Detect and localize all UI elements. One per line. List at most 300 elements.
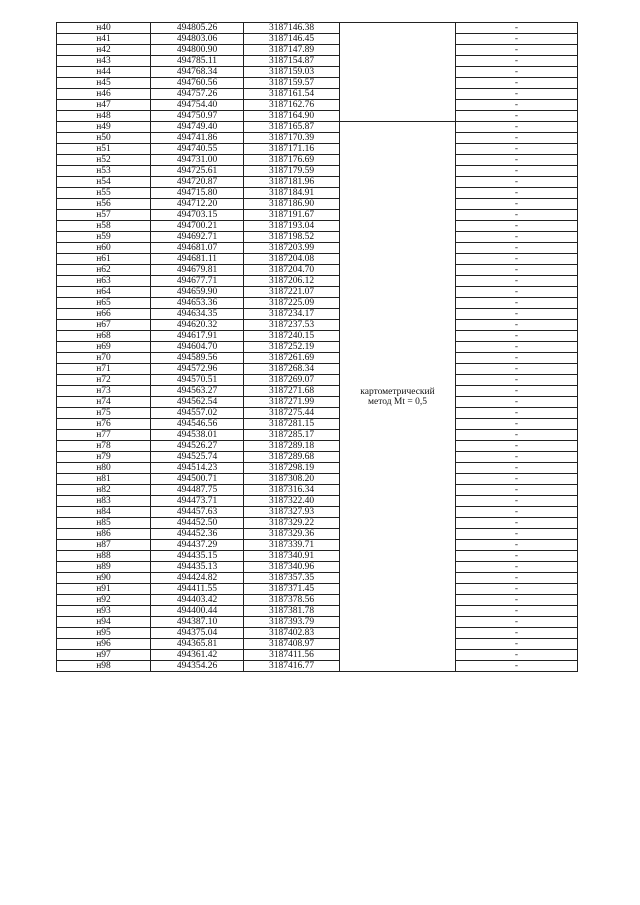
y-coordinate-cell: 3187170.39: [244, 133, 340, 144]
y-coordinate-cell: 3187225.09: [244, 298, 340, 309]
point-name-cell: н71: [57, 364, 151, 375]
x-coordinate-cell: 494749.40: [151, 122, 244, 133]
dash-cell: -: [456, 496, 578, 507]
point-name-cell: н96: [57, 639, 151, 650]
y-coordinate-cell: 3187240.15: [244, 331, 340, 342]
dash-cell: -: [456, 430, 578, 441]
point-name-cell: н89: [57, 562, 151, 573]
x-coordinate-cell: 494681.07: [151, 243, 244, 254]
point-name-cell: н70: [57, 353, 151, 364]
point-name-cell: н58: [57, 221, 151, 232]
y-coordinate-cell: 3187281.15: [244, 419, 340, 430]
table-row: [57, 441, 578, 452]
y-coordinate-cell: 3187285.17: [244, 430, 340, 441]
table-row: [57, 463, 578, 474]
x-coordinate-cell: 494557.02: [151, 408, 244, 419]
point-name-cell: н41: [57, 34, 151, 45]
x-coordinate-cell: 494720.87: [151, 177, 244, 188]
y-coordinate-cell: 3187146.38: [244, 23, 340, 34]
y-coordinate-cell: 3187393.79: [244, 617, 340, 628]
dash-cell: -: [456, 320, 578, 331]
dash-cell: -: [456, 507, 578, 518]
y-coordinate-cell: 3187329.22: [244, 518, 340, 529]
y-coordinate-cell: 3187171.16: [244, 144, 340, 155]
table-row: [57, 331, 578, 342]
table-row: [57, 419, 578, 430]
x-coordinate-cell: 494452.36: [151, 529, 244, 540]
dash-cell: -: [456, 89, 578, 100]
y-coordinate-cell: 3187176.69: [244, 155, 340, 166]
point-name-cell: н63: [57, 276, 151, 287]
table-row: [57, 111, 578, 122]
y-coordinate-cell: 3187162.76: [244, 100, 340, 111]
method-cell: [340, 122, 456, 672]
x-coordinate-cell: 494487.75: [151, 485, 244, 496]
dash-cell: -: [456, 375, 578, 386]
y-coordinate-cell: 3187340.96: [244, 562, 340, 573]
table-row: [57, 617, 578, 628]
x-coordinate-cell: 494570.51: [151, 375, 244, 386]
x-coordinate-cell: 494677.71: [151, 276, 244, 287]
table-row: [57, 309, 578, 320]
x-coordinate-cell: 494750.97: [151, 111, 244, 122]
dash-cell: -: [456, 386, 578, 397]
point-name-cell: н73: [57, 386, 151, 397]
x-coordinate-cell: 494785.11: [151, 56, 244, 67]
point-name-cell: н51: [57, 144, 151, 155]
x-coordinate-cell: 494400.44: [151, 606, 244, 617]
y-coordinate-cell: 3187164.90: [244, 111, 340, 122]
y-coordinate-cell: 3187159.57: [244, 78, 340, 89]
table-row: [57, 221, 578, 232]
x-coordinate-cell: 494572.96: [151, 364, 244, 375]
table-row: [57, 386, 578, 397]
table-row: [57, 188, 578, 199]
x-coordinate-cell: 494620.32: [151, 320, 244, 331]
point-name-cell: н93: [57, 606, 151, 617]
x-coordinate-cell: 494617.91: [151, 331, 244, 342]
table-row: [57, 485, 578, 496]
table-row: [57, 100, 578, 111]
y-coordinate-cell: 3187179.59: [244, 166, 340, 177]
dash-cell: -: [456, 529, 578, 540]
y-coordinate-cell: 3187340.91: [244, 551, 340, 562]
point-name-cell: н62: [57, 265, 151, 276]
dash-cell: -: [456, 639, 578, 650]
y-coordinate-cell: 3187261.69: [244, 353, 340, 364]
y-coordinate-cell: 3187203.99: [244, 243, 340, 254]
x-coordinate-cell: 494703.15: [151, 210, 244, 221]
x-coordinate-cell: 494712.20: [151, 199, 244, 210]
point-name-cell: н76: [57, 419, 151, 430]
y-coordinate-cell: 3187408.97: [244, 639, 340, 650]
y-coordinate-cell: 3187206.12: [244, 276, 340, 287]
point-name-cell: н46: [57, 89, 151, 100]
point-name-cell: н47: [57, 100, 151, 111]
table-row: [57, 89, 578, 100]
point-name-cell: н56: [57, 199, 151, 210]
x-coordinate-cell: 494500.71: [151, 474, 244, 485]
dash-cell: -: [456, 364, 578, 375]
point-name-cell: н61: [57, 254, 151, 265]
y-coordinate-cell: 3187322.40: [244, 496, 340, 507]
y-coordinate-cell: 3187237.53: [244, 320, 340, 331]
table-row: [57, 551, 578, 562]
dash-cell: -: [456, 56, 578, 67]
dash-cell: -: [456, 584, 578, 595]
y-coordinate-cell: 3187193.04: [244, 221, 340, 232]
x-coordinate-cell: 494589.56: [151, 353, 244, 364]
table-row: [57, 210, 578, 221]
point-name-cell: н54: [57, 177, 151, 188]
table-row: [57, 650, 578, 661]
table-row: [57, 199, 578, 210]
table-row: [57, 67, 578, 78]
point-name-cell: н64: [57, 287, 151, 298]
point-name-cell: н92: [57, 595, 151, 606]
x-coordinate-cell: 494740.55: [151, 144, 244, 155]
table-row: [57, 518, 578, 529]
dash-cell: -: [456, 463, 578, 474]
x-coordinate-cell: 494424.82: [151, 573, 244, 584]
table-row: [57, 496, 578, 507]
point-name-cell: н91: [57, 584, 151, 595]
dash-cell: -: [456, 650, 578, 661]
point-name-cell: н98: [57, 661, 151, 672]
point-name-cell: н74: [57, 397, 151, 408]
y-coordinate-cell: 3187329.36: [244, 529, 340, 540]
x-coordinate-cell: 494653.36: [151, 298, 244, 309]
point-name-cell: н53: [57, 166, 151, 177]
x-coordinate-cell: 494741.86: [151, 133, 244, 144]
table-row: [57, 342, 578, 353]
point-name-cell: н52: [57, 155, 151, 166]
table-row: [57, 287, 578, 298]
x-coordinate-cell: 494403.42: [151, 595, 244, 606]
x-coordinate-cell: 494457.63: [151, 507, 244, 518]
y-coordinate-cell: 3187269.07: [244, 375, 340, 386]
x-coordinate-cell: 494760.56: [151, 78, 244, 89]
point-name-cell: н85: [57, 518, 151, 529]
table-row: [57, 573, 578, 584]
point-name-cell: н77: [57, 430, 151, 441]
dash-cell: -: [456, 133, 578, 144]
table-row: [57, 254, 578, 265]
x-coordinate-cell: 494526.27: [151, 441, 244, 452]
point-name-cell: н55: [57, 188, 151, 199]
y-coordinate-cell: 3187191.67: [244, 210, 340, 221]
table-row: [57, 661, 578, 672]
y-coordinate-cell: 3187327.93: [244, 507, 340, 518]
y-coordinate-cell: 3187181.96: [244, 177, 340, 188]
point-name-cell: н72: [57, 375, 151, 386]
dash-cell: -: [456, 441, 578, 452]
method-cell-upper: [340, 23, 456, 122]
x-coordinate-cell: 494715.80: [151, 188, 244, 199]
point-name-cell: н59: [57, 232, 151, 243]
dash-cell: -: [456, 419, 578, 430]
x-coordinate-cell: 494546.56: [151, 419, 244, 430]
y-coordinate-cell: 3187252.19: [244, 342, 340, 353]
table-row: [57, 320, 578, 331]
y-coordinate-cell: 3187411.56: [244, 650, 340, 661]
dash-cell: -: [456, 254, 578, 265]
point-name-cell: н49: [57, 122, 151, 133]
y-coordinate-cell: 3187159.03: [244, 67, 340, 78]
y-coordinate-cell: 3187289.68: [244, 452, 340, 463]
table-row: [57, 34, 578, 45]
dash-cell: -: [456, 276, 578, 287]
x-coordinate-cell: 494700.21: [151, 221, 244, 232]
x-coordinate-cell: 494514.23: [151, 463, 244, 474]
y-coordinate-cell: 3187198.52: [244, 232, 340, 243]
dash-cell: -: [456, 45, 578, 56]
y-coordinate-cell: 3187146.45: [244, 34, 340, 45]
table-row: [57, 584, 578, 595]
table-row: [57, 408, 578, 419]
x-coordinate-cell: 494387.10: [151, 617, 244, 628]
point-name-cell: н43: [57, 56, 151, 67]
y-coordinate-cell: 3187271.99: [244, 397, 340, 408]
table-row: [57, 276, 578, 287]
point-name-cell: н80: [57, 463, 151, 474]
x-coordinate-cell: 494354.26: [151, 661, 244, 672]
y-coordinate-cell: 3187161.54: [244, 89, 340, 100]
dash-cell: -: [456, 221, 578, 232]
y-coordinate-cell: 3187308.20: [244, 474, 340, 485]
table-row: [57, 430, 578, 441]
dash-cell: -: [456, 628, 578, 639]
y-coordinate-cell: 3187165.87: [244, 122, 340, 133]
point-name-cell: н81: [57, 474, 151, 485]
x-coordinate-cell: 494754.40: [151, 100, 244, 111]
x-coordinate-cell: 494679.81: [151, 265, 244, 276]
x-coordinate-cell: 494681.11: [151, 254, 244, 265]
dash-cell: -: [456, 606, 578, 617]
dash-cell: -: [456, 617, 578, 628]
x-coordinate-cell: 494437.29: [151, 540, 244, 551]
table-row: [57, 375, 578, 386]
table-row: [57, 474, 578, 485]
point-name-cell: н83: [57, 496, 151, 507]
x-coordinate-cell: 494375.04: [151, 628, 244, 639]
dash-cell: -: [456, 452, 578, 463]
table-row: [57, 243, 578, 254]
dash-cell: -: [456, 100, 578, 111]
point-name-cell: н86: [57, 529, 151, 540]
dash-cell: -: [456, 309, 578, 320]
dash-cell: -: [456, 353, 578, 364]
point-name-cell: н68: [57, 331, 151, 342]
table-row: [57, 166, 578, 177]
table-row: [57, 122, 578, 133]
dash-cell: -: [456, 661, 578, 672]
table-row: [57, 639, 578, 650]
point-name-cell: н87: [57, 540, 151, 551]
dash-cell: -: [456, 485, 578, 496]
point-name-cell: н45: [57, 78, 151, 89]
y-coordinate-cell: 3187221.07: [244, 287, 340, 298]
y-coordinate-cell: 3187357.35: [244, 573, 340, 584]
y-coordinate-cell: 3187204.70: [244, 265, 340, 276]
dash-cell: -: [456, 243, 578, 254]
x-coordinate-cell: 494562.54: [151, 397, 244, 408]
table-row: [57, 298, 578, 309]
point-name-cell: н65: [57, 298, 151, 309]
table-row: [57, 144, 578, 155]
dash-cell: -: [456, 265, 578, 276]
table-row: [57, 606, 578, 617]
dash-cell: -: [456, 331, 578, 342]
y-coordinate-cell: 3187371.45: [244, 584, 340, 595]
x-coordinate-cell: 494731.00: [151, 155, 244, 166]
dash-cell: -: [456, 199, 578, 210]
point-name-cell: н97: [57, 650, 151, 661]
table-row: [57, 562, 578, 573]
dash-cell: -: [456, 78, 578, 89]
dash-cell: -: [456, 562, 578, 573]
x-coordinate-cell: 494411.55: [151, 584, 244, 595]
point-name-cell: н50: [57, 133, 151, 144]
dash-cell: -: [456, 595, 578, 606]
dash-cell: -: [456, 23, 578, 34]
x-coordinate-cell: 494800.90: [151, 45, 244, 56]
dash-cell: -: [456, 518, 578, 529]
dash-cell: -: [456, 408, 578, 419]
dash-cell: -: [456, 540, 578, 551]
x-coordinate-cell: 494525.74: [151, 452, 244, 463]
method-label-line1: картометрический: [360, 386, 435, 397]
dash-cell: -: [456, 210, 578, 221]
dash-cell: -: [456, 287, 578, 298]
dash-cell: -: [456, 155, 578, 166]
point-name-cell: н88: [57, 551, 151, 562]
x-coordinate-cell: 494473.71: [151, 496, 244, 507]
point-name-cell: н75: [57, 408, 151, 419]
point-name-cell: н40: [57, 23, 151, 34]
table-row: [57, 364, 578, 375]
y-coordinate-cell: 3187339.71: [244, 540, 340, 551]
x-coordinate-cell: 494634.35: [151, 309, 244, 320]
coordinates-table: [56, 22, 578, 672]
table-row: [57, 507, 578, 518]
y-coordinate-cell: 3187204.08: [244, 254, 340, 265]
point-name-cell: н67: [57, 320, 151, 331]
point-name-cell: н57: [57, 210, 151, 221]
table-row: [57, 265, 578, 276]
x-coordinate-cell: 494659.90: [151, 287, 244, 298]
dash-cell: -: [456, 232, 578, 243]
point-name-cell: н84: [57, 507, 151, 518]
y-coordinate-cell: 3187381.78: [244, 606, 340, 617]
dash-cell: -: [456, 551, 578, 562]
x-coordinate-cell: 494725.61: [151, 166, 244, 177]
y-coordinate-cell: 3187289.18: [244, 441, 340, 452]
table-row: [57, 56, 578, 67]
table-row: [57, 155, 578, 166]
y-coordinate-cell: 3187298.19: [244, 463, 340, 474]
x-coordinate-cell: 494768.34: [151, 67, 244, 78]
dash-cell: -: [456, 397, 578, 408]
point-name-cell: н42: [57, 45, 151, 56]
point-name-cell: н69: [57, 342, 151, 353]
y-coordinate-cell: 3187186.90: [244, 199, 340, 210]
table-row: [57, 23, 578, 34]
table-row: [57, 78, 578, 89]
dash-cell: -: [456, 67, 578, 78]
y-coordinate-cell: 3187275.44: [244, 408, 340, 419]
table-row: [57, 628, 578, 639]
y-coordinate-cell: 3187271.68: [244, 386, 340, 397]
table-row: [57, 45, 578, 56]
point-name-cell: н95: [57, 628, 151, 639]
y-coordinate-cell: 3187268.34: [244, 364, 340, 375]
y-coordinate-cell: 3187234.17: [244, 309, 340, 320]
x-coordinate-cell: 494361.42: [151, 650, 244, 661]
table-row: [57, 397, 578, 408]
dash-cell: -: [456, 342, 578, 353]
point-name-cell: н79: [57, 452, 151, 463]
x-coordinate-cell: 494692.71: [151, 232, 244, 243]
point-name-cell: н78: [57, 441, 151, 452]
y-coordinate-cell: 3187316.34: [244, 485, 340, 496]
table-row: [57, 595, 578, 606]
method-label-line2: метод Mt = 0,5: [367, 396, 427, 407]
y-coordinate-cell: 3187378.56: [244, 595, 340, 606]
x-coordinate-cell: 494365.81: [151, 639, 244, 650]
dash-cell: -: [456, 177, 578, 188]
x-coordinate-cell: 494538.01: [151, 430, 244, 441]
point-name-cell: н60: [57, 243, 151, 254]
dash-cell: -: [456, 122, 578, 133]
x-coordinate-cell: 494435.13: [151, 562, 244, 573]
dash-cell: -: [456, 111, 578, 122]
table-row: [57, 177, 578, 188]
point-name-cell: н94: [57, 617, 151, 628]
x-coordinate-cell: 494563.27: [151, 386, 244, 397]
x-coordinate-cell: 494435.15: [151, 551, 244, 562]
point-name-cell: н66: [57, 309, 151, 320]
y-coordinate-cell: 3187154.87: [244, 56, 340, 67]
y-coordinate-cell: 3187147.89: [244, 45, 340, 56]
point-name-cell: н44: [57, 67, 151, 78]
x-coordinate-cell: 494805.26: [151, 23, 244, 34]
point-name-cell: н90: [57, 573, 151, 584]
table-row: [57, 540, 578, 551]
table-row: [57, 452, 578, 463]
x-coordinate-cell: 494757.26: [151, 89, 244, 100]
y-coordinate-cell: 3187416.77: [244, 661, 340, 672]
dash-cell: -: [456, 34, 578, 45]
dash-cell: -: [456, 166, 578, 177]
dash-cell: -: [456, 144, 578, 155]
dash-cell: -: [456, 474, 578, 485]
y-coordinate-cell: 3187184.91: [244, 188, 340, 199]
x-coordinate-cell: 494803.06: [151, 34, 244, 45]
table-row: [57, 353, 578, 364]
table-row: [57, 133, 578, 144]
dash-cell: -: [456, 573, 578, 584]
dash-cell: -: [456, 298, 578, 309]
x-coordinate-cell: 494452.50: [151, 518, 244, 529]
x-coordinate-cell: 494604.70: [151, 342, 244, 353]
dash-cell: -: [456, 188, 578, 199]
table-row: [57, 529, 578, 540]
y-coordinate-cell: 3187402.83: [244, 628, 340, 639]
point-name-cell: н82: [57, 485, 151, 496]
point-name-cell: н48: [57, 111, 151, 122]
table-row: [57, 232, 578, 243]
